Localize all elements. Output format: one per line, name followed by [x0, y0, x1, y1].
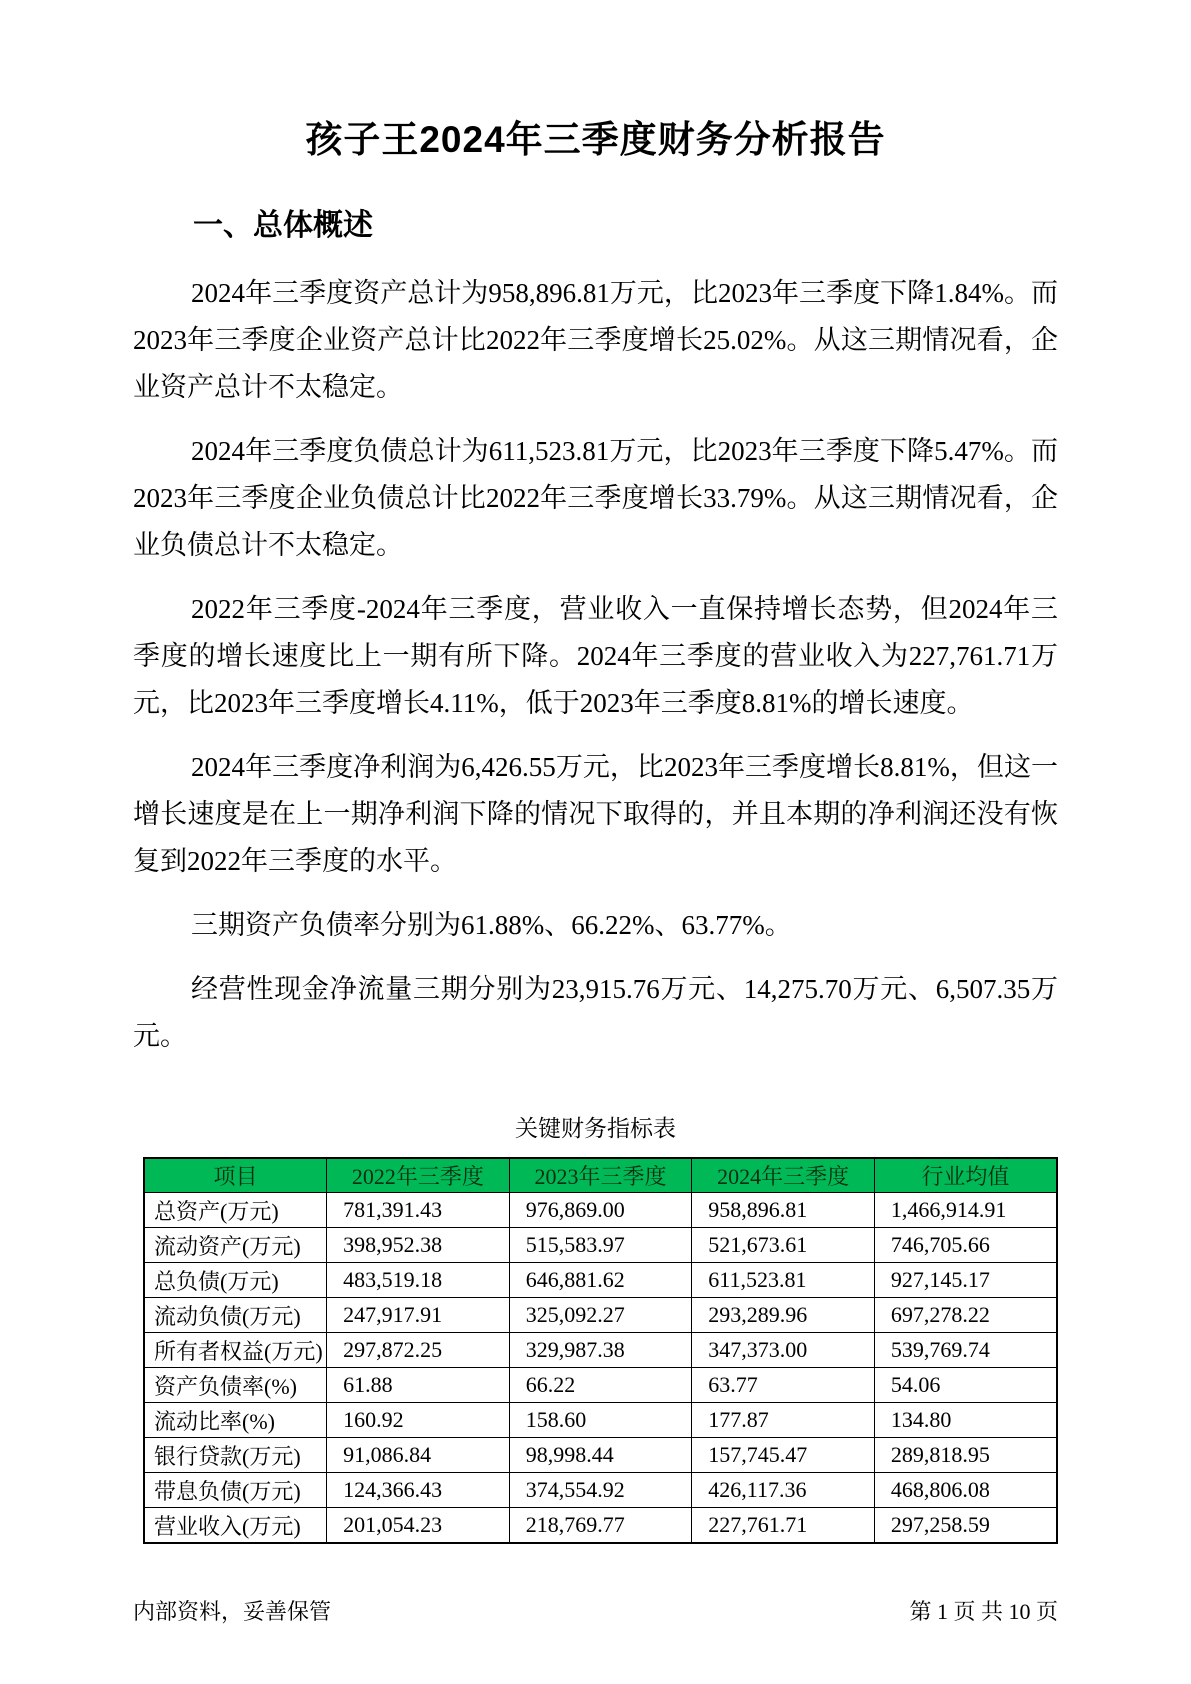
footer-confidential-note: 内部资料，妥善保管 — [133, 1599, 332, 1624]
table-row — [144, 1368, 1057, 1403]
value-cell: 426,117.36 — [692, 1473, 875, 1508]
paragraph-total-assets: 2024年三季度资产总计为958,896.81万元，比2023年三季度下降1.84%。而2023年三季度企业资产总计比2022年三季度增长25.02%。从这三期情况看，企业资产总计不太稳定。 — [133, 278, 1058, 403]
value-cell: 927,145.17 — [874, 1263, 1057, 1298]
paragraph-debt-ratio: 三期资产负债率分别为61.88%、66.22%、63.77%。 — [191, 910, 792, 941]
value-cell: 124,366.43 — [327, 1473, 510, 1508]
page-footer — [133, 1595, 1058, 1626]
table-header-cell: 行业均值 — [874, 1158, 1057, 1193]
paragraph-revenue: 2022年三季度-2024年三季度，营业收入一直保持增长态势，但2024年三季度的增长速度比上一期有所下降。2024年三季度的营业收入为227,761.71万元，比2023年三季度增长4.11%，低于2023年三季度8.81%的增长速度。 — [133, 594, 1058, 719]
row-label-cell: 流动资产(万元) — [144, 1228, 327, 1263]
value-cell: 746,705.66 — [874, 1228, 1057, 1263]
value-cell: 374,554.92 — [509, 1473, 692, 1508]
paragraph-operating-cashflow: 经营性现金净流量三期分别为23,915.76万元、14,275.70万元、6,507.35万元。 — [133, 974, 1058, 1052]
table-row — [144, 1403, 1057, 1438]
row-label-cell: 总负债(万元) — [144, 1263, 327, 1298]
value-cell: 218,769.77 — [509, 1508, 692, 1544]
paragraph-total-liabilities: 2024年三季度负债总计为611,523.81万元，比2023年三季度下降5.47%。而2023年三季度企业负债总计比2022年三季度增长33.79%。从这三期情况看，企业负债总计不太稳定。 — [133, 436, 1058, 561]
value-cell: 297,872.25 — [327, 1333, 510, 1368]
value-cell: 539,769.74 — [874, 1333, 1057, 1368]
value-cell: 177.87 — [692, 1403, 875, 1438]
value-cell: 98,998.44 — [509, 1438, 692, 1473]
value-cell: 66.22 — [509, 1368, 692, 1403]
value-cell: 325,092.27 — [509, 1298, 692, 1333]
footer-page-number: 第 1 页 共 10 页 — [909, 1599, 1058, 1624]
value-cell: 293,289.96 — [692, 1298, 875, 1333]
table-header-cell: 2023年三季度 — [509, 1158, 692, 1193]
section-heading-overview: 一、总体概述 — [193, 209, 373, 243]
table-body — [144, 1193, 1057, 1544]
value-cell: 646,881.62 — [509, 1263, 692, 1298]
table-header-cell: 项目 — [144, 1158, 327, 1193]
value-cell: 515,583.97 — [509, 1228, 692, 1263]
value-cell: 201,054.23 — [327, 1508, 510, 1544]
row-label-cell: 带息负债(万元) — [144, 1473, 327, 1508]
row-label-cell: 营业收入(万元) — [144, 1508, 327, 1544]
table-row — [144, 1333, 1057, 1368]
value-cell: 958,896.81 — [692, 1193, 875, 1228]
value-cell: 1,466,914.91 — [874, 1193, 1057, 1228]
table-header-row — [144, 1158, 1057, 1193]
table-header-cell: 2024年三季度 — [692, 1158, 875, 1193]
row-label-cell: 总资产(万元) — [144, 1193, 327, 1228]
value-cell: 158.60 — [509, 1403, 692, 1438]
value-cell: 976,869.00 — [509, 1193, 692, 1228]
value-cell: 61.88 — [327, 1368, 510, 1403]
row-label-cell: 资产负债率(%) — [144, 1368, 327, 1403]
table-row — [144, 1508, 1057, 1544]
value-cell: 398,952.38 — [327, 1228, 510, 1263]
value-cell: 160.92 — [327, 1403, 510, 1438]
value-cell: 63.77 — [692, 1368, 875, 1403]
value-cell: 297,258.59 — [874, 1508, 1057, 1544]
value-cell: 157,745.47 — [692, 1438, 875, 1473]
row-label-cell: 流动比率(%) — [144, 1403, 327, 1438]
table-row — [144, 1298, 1057, 1333]
table-row — [144, 1473, 1057, 1508]
value-cell: 781,391.43 — [327, 1193, 510, 1228]
value-cell: 134.80 — [874, 1403, 1057, 1438]
value-cell: 247,917.91 — [327, 1298, 510, 1333]
value-cell: 697,278.22 — [874, 1298, 1057, 1333]
paragraph-net-profit: 2024年三季度净利润为6,426.55万元，比2023年三季度增长8.81%，但这一增长速度是在上一期净利润下降的情况下取得的，并且本期的净利润还没有恢复到2022年三季度的水平。 — [133, 752, 1058, 877]
table-row — [144, 1263, 1057, 1298]
row-label-cell: 流动负债(万元) — [144, 1298, 327, 1333]
table-caption: 关键财务指标表 — [515, 1116, 676, 1142]
value-cell: 347,373.00 — [692, 1333, 875, 1368]
table-row — [144, 1228, 1057, 1263]
row-label-cell: 所有者权益(万元) — [144, 1333, 327, 1368]
value-cell: 611,523.81 — [692, 1263, 875, 1298]
value-cell: 468,806.08 — [874, 1473, 1057, 1508]
table-row — [144, 1438, 1057, 1473]
page-title: 孩子王2024年三季度财务分析报告 — [305, 119, 886, 160]
table-row — [144, 1193, 1057, 1228]
value-cell: 91,086.84 — [327, 1438, 510, 1473]
value-cell: 521,673.61 — [692, 1228, 875, 1263]
key-financial-indicators-table — [143, 1157, 1058, 1544]
value-cell: 483,519.18 — [327, 1263, 510, 1298]
row-label-cell: 银行贷款(万元) — [144, 1438, 327, 1473]
value-cell: 289,818.95 — [874, 1438, 1057, 1473]
value-cell: 227,761.71 — [692, 1508, 875, 1544]
value-cell: 54.06 — [874, 1368, 1057, 1403]
table-header-cell: 2022年三季度 — [327, 1158, 510, 1193]
value-cell: 329,987.38 — [509, 1333, 692, 1368]
